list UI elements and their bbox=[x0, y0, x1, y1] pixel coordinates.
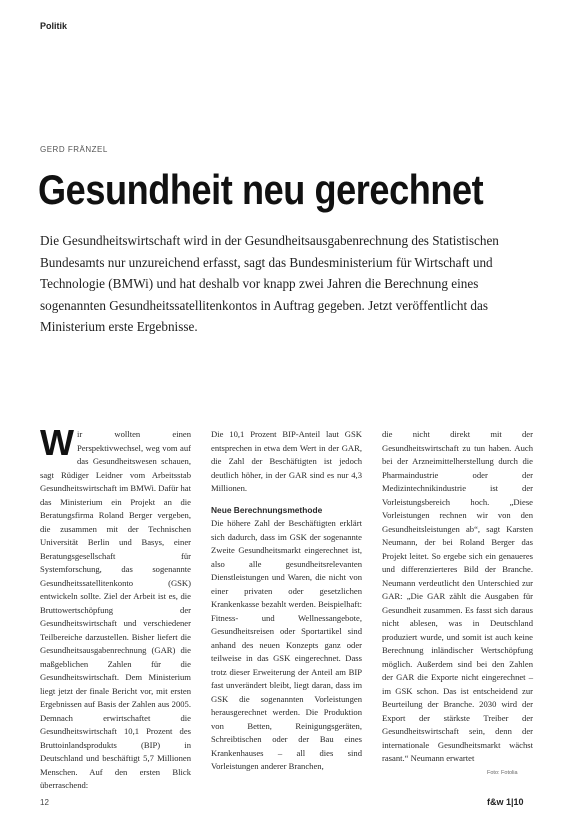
magazine-logo: f&w 1|10 bbox=[487, 797, 524, 807]
article-headline: Gesundheit neu gerechnet bbox=[38, 166, 484, 213]
body-column-2 bbox=[211, 428, 362, 771]
page-number: 12 bbox=[40, 798, 49, 807]
column-3-text: die nicht direkt mit der Gesundheitswirtschaft zu tun haben. Auch bei der Arzneimittelherstellung durch die Pharmaindustrie oder der Medizintechnikindustrie ist der Vorleistungsbereich hoch. „Diese Vorleistungen rechnen wir von den Gesundheitsleistungen ab“, sagt Karsten Neumann, der bei Roland Berger das Projekt leitet. So ergebe sich ein genaueres und differenzierteres Bild der Branche. Neumann verdeutlicht den Unterschied zur GAR: „Die GAR zählt die Ausgaben für Gesundheit zusammen. Es fasst sich daraus nicht ablesen, was in Deutschland produziert wurde, und somit ist auch keine Berechnung inländischer Wertschöpfung möglich. Außerdem sind bei den Zahlen der GAR die Exporte nicht eingerechnet – im GSK schon. Das ist entscheidend zur Beurteilung der Branche. 2030 wird der Export der stärkste Treiber der Gesundheitswirtschaft sein, denn der internationale Gesundheitsmarkt wächst rasant.“ Neumann erwartet bbox=[382, 429, 533, 763]
column-1-text: ir wollten einen Perspektivwechsel, weg vom auf das Gesundheitswesen schauen, sagt Rüdiger Leidner vom Arbeitsstab Gesundheitswirtschaft im BMWi. Dafür hat das Ministerium ein Projekt an die Beratungsfirma Roland Berger vergeben, die zusammen mit der Technischen Universität Berlin und Basys, einer Beratungsgesellschaft für Systemforschung, das sogenannte Gesundheitssatellitenkonto (GSK) entwickeln sollte. Ziel der Arbeit ist es, die Bruttowertschöpfung der Gesundheitswirtschaft und verschiedener Teilbereiche darzustellen. Bisher liefert die Gesundheitsausgabenrechnung (GAR) die maßgeblichen Zahlen für die Gesundheitswirtschaft. Dem Ministerium liegt jetzt der finale Bericht vor, mit ersten Ergebnissen auf Basis der Zahlen aus 2005. Demnach erwirtschaftet die Gesundheitswirtschaft 10,1 Prozent des Bruttoinlandsprodukts (BIP) in Deutschland und beschäftigt 5,7 Millionen Menschen. Auf den ersten Blick überraschend: bbox=[40, 429, 191, 790]
dropcap: W bbox=[40, 422, 74, 463]
body-column-1 bbox=[40, 422, 191, 790]
section-label: Politik bbox=[40, 21, 68, 31]
column-2-text-a: Die 10,1 Prozent BIP-Anteil laut GSK entsprechen in etwa dem Wert in der GAR, die Zahl der Beschäftigten ist jedoch deutlich höher, in der GAR sind es nur 4,3 Millionen. bbox=[211, 429, 362, 493]
photo-credit: Foto: Fotolia bbox=[487, 770, 518, 776]
column-2-text-b: Die höhere Zahl der Beschäftigten erklärt sich dadurch, dass im GSK der sogenannte Zweite Gesundheitsmarkt eingerechnet ist, also alle gesundheitsrelevanten Dienstleistungen und Waren, die nicht von einer privaten oder gesetzlichen Krankenkasse bezahlt werden. Beispielhaft: Fitness- und Wellnessangebote, Gesundheitsreisen oder Sportartikel sind anhand des neuen Konzepts ganz oder teilweise in das GSK eingerechnet. Dass trotz dieser Erweiterung der Anteil am BIP fast unverändert bleibt, liegt daran, dass im GSK die sogenannten Vorleistungen herausgerechnet werden. Die Produktion von Betten, Reinigungsgeräten, Schreibtischen oder der Bau eines Krankenhauses – all dies sind Vorleistungen anderer Branchen, bbox=[211, 518, 362, 771]
subheading: Neue Berechnungsmethode bbox=[211, 504, 323, 515]
body-column-3 bbox=[382, 428, 533, 768]
author-byline: GERD FRÄNZEL bbox=[40, 145, 108, 154]
article-lead: Die Gesundheitswirtschaft wird in der Gesundheitsausgabenrechnung des Statistischen Bundesamts nur unzureichend erfasst, sagt das Bundesministerium für Wirtschaft und Technologie (BMWi) und hat deshalb vor knapp zwei Jahren die Berechnung eines sogenannten Gesundheitssatellitenkontos in Auftrag gegeben. Jetzt veröffentlicht das Ministerium erste Ergebnisse. bbox=[40, 233, 499, 334]
